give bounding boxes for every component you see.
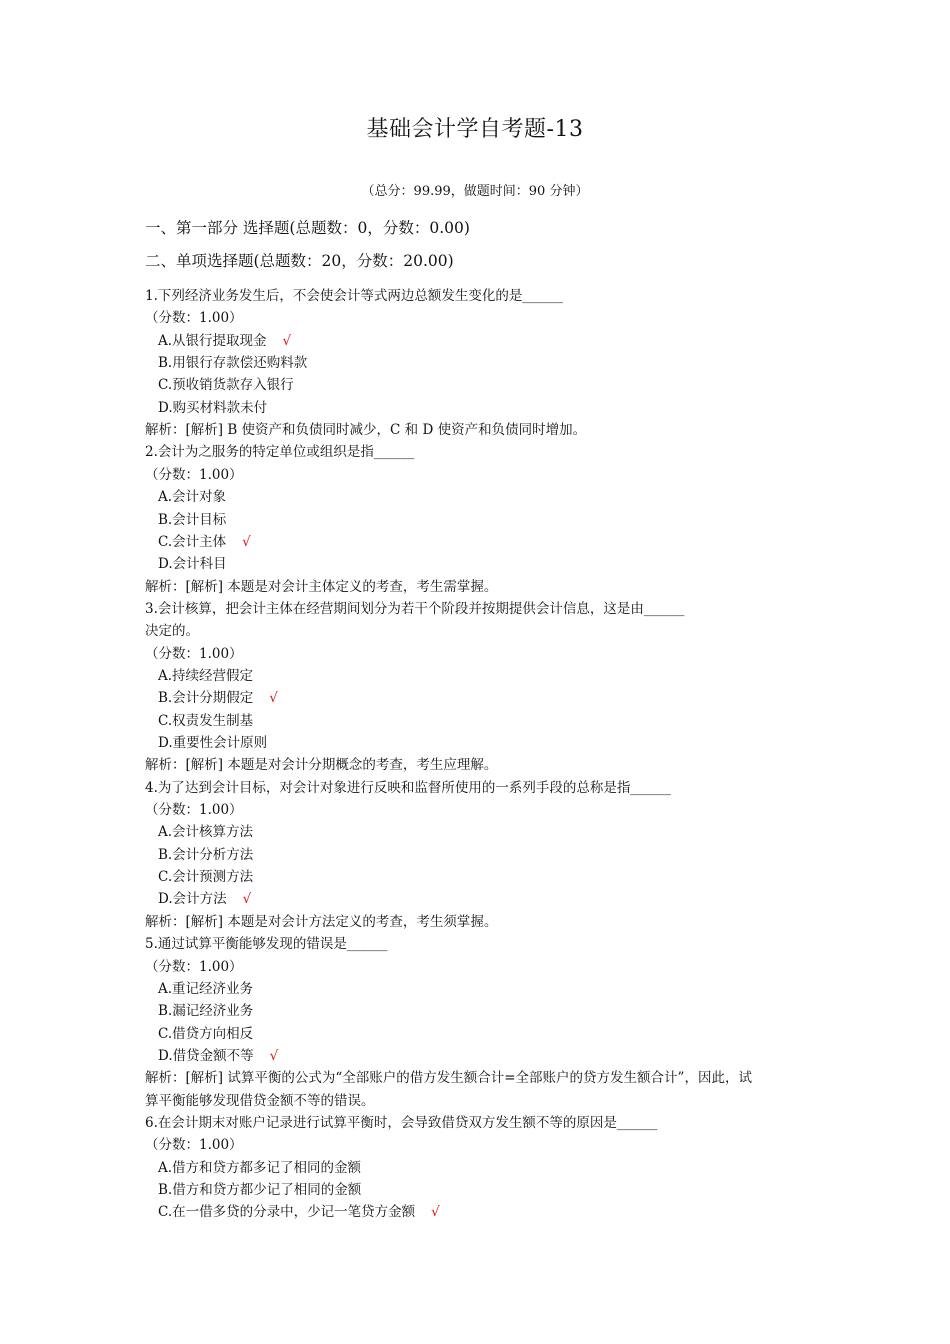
correct-answer-check-icon: √ (269, 690, 278, 707)
answer-option (158, 396, 267, 416)
question-stem-text: 2.会计为之服务的特定单位或组织是指______ (145, 444, 415, 461)
answer-option (158, 686, 278, 706)
answer-option (158, 530, 251, 550)
answer-option-text: B.会计分析方法 (158, 846, 254, 863)
question-score-text: （分数：1.00） (145, 1137, 243, 1154)
answer-option-text: D.借贷金额不等 (158, 1047, 254, 1064)
question-stem-text: 3.会计核算，把会计主体在经营期间划分为若干个阶段并按期提供会计信息，这是由______ (145, 600, 685, 617)
answer-option (158, 1200, 440, 1220)
answer-option-text: A.会计对象 (158, 489, 227, 506)
answer-option (158, 865, 253, 885)
answer-option-text: A.从银行提取现金 (158, 332, 267, 349)
question-score (145, 306, 243, 326)
answer-option-text: A.重记经济业务 (158, 980, 254, 997)
answer-option-text: D.会计方法 (158, 891, 227, 908)
question-analysis (145, 1089, 375, 1109)
answer-option-text: B.会计目标 (158, 511, 227, 528)
correct-answer-check-icon: √ (269, 1047, 279, 1064)
question-analysis (145, 418, 586, 438)
question-analysis (145, 575, 497, 595)
question-stem-text: 决定的。 (145, 623, 199, 640)
answer-option-text: C.会计预测方法 (158, 869, 254, 886)
question-analysis-text: 解析：[解析] 本题是对会计分期概念的考查，考生应理解。 (145, 757, 498, 774)
correct-answer-check-icon: √ (242, 533, 251, 550)
question-score-text: （分数：1.00） (145, 310, 243, 327)
question-score-text: （分数：1.00） (145, 645, 243, 662)
answer-option-text: C.会计主体 (158, 533, 227, 550)
question-analysis-text: 解析：[解析] B 使资产和负债同时减少，C 和 D 使资产和负债同时增加。 (145, 422, 587, 439)
question-analysis (145, 1066, 752, 1086)
answer-option-text: A.借方和贷方都多记了相同的金额 (158, 1159, 362, 1176)
question-stem (145, 619, 199, 639)
question-stem (145, 1111, 657, 1131)
answer-option-text: D.购买材料款未付 (158, 399, 268, 416)
answer-option (158, 1156, 361, 1176)
correct-answer-check-icon: √ (242, 891, 252, 908)
answer-option (158, 1178, 361, 1198)
question-stem (145, 932, 387, 952)
section-heading-1: 一、第一部分 选择题(总题数：0，分数：0.00) (145, 219, 470, 237)
answer-option (158, 1044, 278, 1064)
question-stem-text: 5.通过试算平衡能够发现的错误是______ (145, 936, 388, 953)
answer-option-text: B.借方和贷方都少记了相同的金额 (158, 1182, 362, 1198)
section-heading-2: 二、单项选择题(总题数：20，分数：20.00) (145, 252, 454, 270)
question-analysis (145, 753, 497, 773)
answer-option (158, 887, 251, 907)
answer-option (158, 731, 267, 751)
question-score (145, 1133, 243, 1153)
question-stem (145, 440, 414, 460)
answer-option (158, 552, 227, 572)
question-score-text: （分数：1.00） (145, 958, 243, 975)
answer-option (158, 485, 226, 505)
answer-option (158, 508, 226, 528)
answer-option (158, 373, 294, 393)
answer-option-text: C.借贷方向相反 (158, 1025, 254, 1042)
answer-option (158, 843, 253, 863)
question-analysis-text: 算平衡能够发现借贷金额不等的错误。 (145, 1092, 375, 1109)
document-title: 基础会计学自考题-13 (366, 117, 584, 142)
question-stem (145, 776, 671, 796)
question-stem-text: 4.为了达到会计目标，对会计对象进行反映和监督所使用的一系列手段的总称是指______ (145, 779, 671, 796)
answer-option-text: B.用银行存款偿还购料款 (158, 355, 308, 372)
answer-option (158, 1022, 253, 1042)
answer-option-text: A.会计核算方法 (158, 824, 254, 841)
correct-answer-check-icon: √ (431, 1204, 440, 1221)
question-score (145, 798, 243, 818)
answer-option-text: C.预收销货款存入银行 (158, 377, 294, 394)
question-score-text: （分数：1.00） (145, 466, 243, 483)
question-stem-text: 6.在会计期末对账户记录进行试算平衡时，会导致借贷双方发生额不等的原因是______ (145, 1114, 658, 1131)
answer-option (158, 664, 253, 684)
answer-option-text: C.在一借多贷的分录中，少记一笔贷方金额 (158, 1204, 416, 1221)
answer-option (158, 329, 291, 349)
answer-option (158, 351, 307, 371)
question-analysis-text: 解析：[解析] 本题是对会计方法定义的考查，考生须掌握。 (145, 913, 498, 930)
question-analysis (145, 910, 497, 930)
answer-option (158, 977, 253, 997)
answer-option-text: D.重要性会计原则 (158, 735, 268, 751)
exam-meta: （总分：99.99，做题时间：90 分钟） (361, 184, 589, 199)
correct-answer-check-icon: √ (282, 332, 292, 349)
question-score (145, 463, 243, 483)
question-score (145, 642, 243, 662)
question-stem (145, 284, 563, 304)
question-stem (145, 597, 684, 617)
answer-option-text: A.持续经营假定 (158, 667, 254, 684)
answer-option (158, 820, 253, 840)
answer-option-text: B.会计分期假定 (158, 690, 254, 707)
answer-option-text: D.会计科目 (158, 556, 227, 573)
answer-option (158, 709, 253, 729)
answer-option-text: B.漏记经济业务 (158, 1003, 254, 1020)
question-score-text: （分数：1.00） (145, 802, 243, 819)
question-analysis-text: 解析：[解析] 本题是对会计主体定义的考查，考生需掌握。 (145, 578, 498, 595)
question-score (145, 955, 243, 975)
answer-option-text: C.权责发生制基 (158, 712, 254, 729)
question-stem-text: 1.下列经济业务发生后，不会使会计等式两边总额发生变化的是______ (145, 288, 563, 304)
question-analysis-text: 解析：[解析] 试算平衡的公式为“全部账户的借方发生额合计=全部账户的贷方发生额合计”，因此，试 (145, 1070, 752, 1087)
answer-option (158, 999, 253, 1019)
